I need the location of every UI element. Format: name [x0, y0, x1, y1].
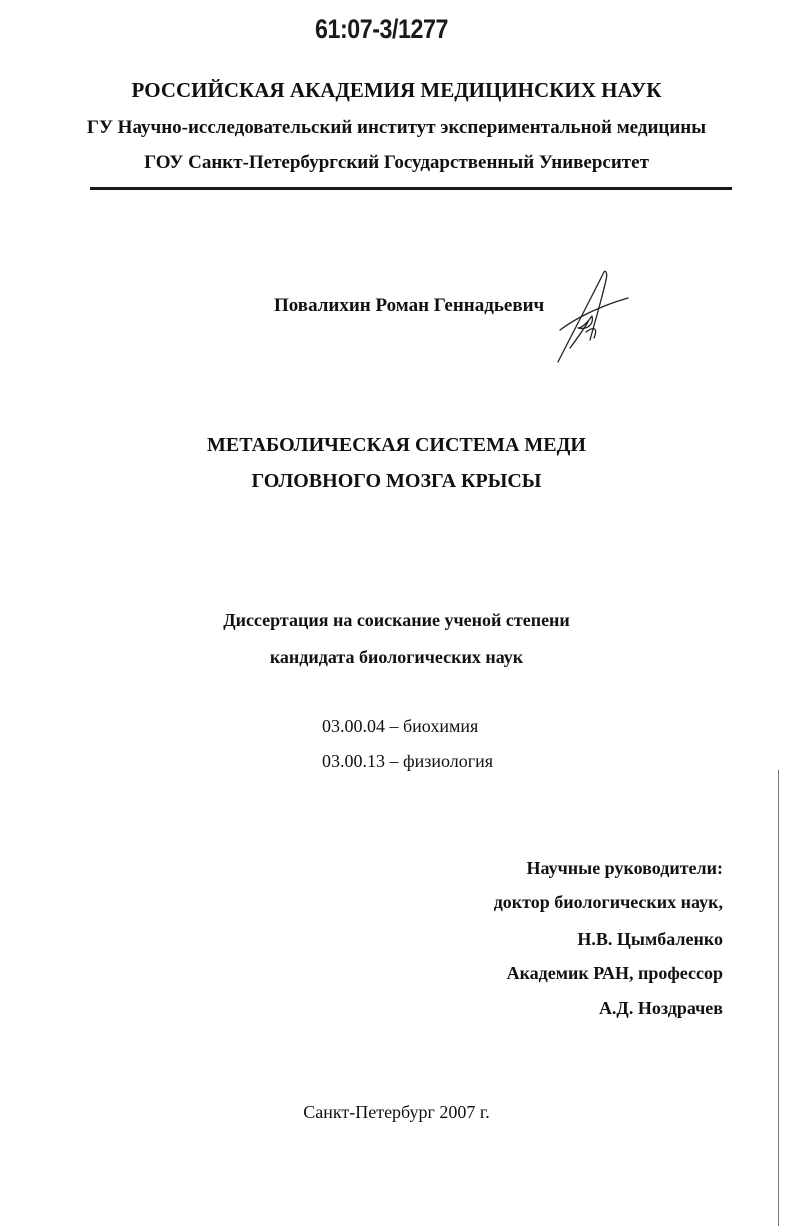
- scan-edge-line: [778, 770, 779, 1226]
- supervisor-line: Академик РАН, профессор: [506, 963, 723, 983]
- specialty-code: 03.00.04 – биохимия: [322, 716, 479, 736]
- specialty-code: 03.00.13 – физиология: [322, 751, 494, 771]
- author-name: Повалихин Роман Геннадьевич: [274, 295, 545, 316]
- supervisor-line: доктор биологических наук,: [493, 892, 723, 912]
- institute-name: ГУ Научно-исследовательский институт экспериментальной медицины: [86, 117, 707, 138]
- supervisor-line: А.Д. Ноздрачев: [598, 998, 723, 1018]
- author-signature: [548, 268, 633, 364]
- degree-line-1: Диссертация на соискание ученой степени: [223, 610, 570, 630]
- thesis-title-line-2: ГОЛОВНОГО МОЗГА КРЫСЫ: [251, 470, 542, 492]
- supervisors-heading: Научные руководители:: [526, 858, 723, 878]
- city-and-year: Санкт-Петербург 2007 г.: [303, 1102, 490, 1122]
- supervisor-line: Н.В. Цымбаленко: [577, 929, 723, 949]
- degree-line-2: кандидата биологических наук: [269, 647, 524, 667]
- academy-heading: РОССИЙСКАЯ АКАДЕМИЯ МЕДИЦИНСКИХ НАУК: [131, 78, 662, 102]
- thesis-title-line-1: МЕТАБОЛИЧЕСКАЯ СИСТЕМА МЕДИ: [207, 434, 586, 456]
- university-name: ГОУ Санкт-Петербургский Государственный Университет: [144, 152, 649, 173]
- header-divider: [90, 187, 732, 190]
- archive-stamp-number: 61:07-3/1277: [315, 14, 448, 44]
